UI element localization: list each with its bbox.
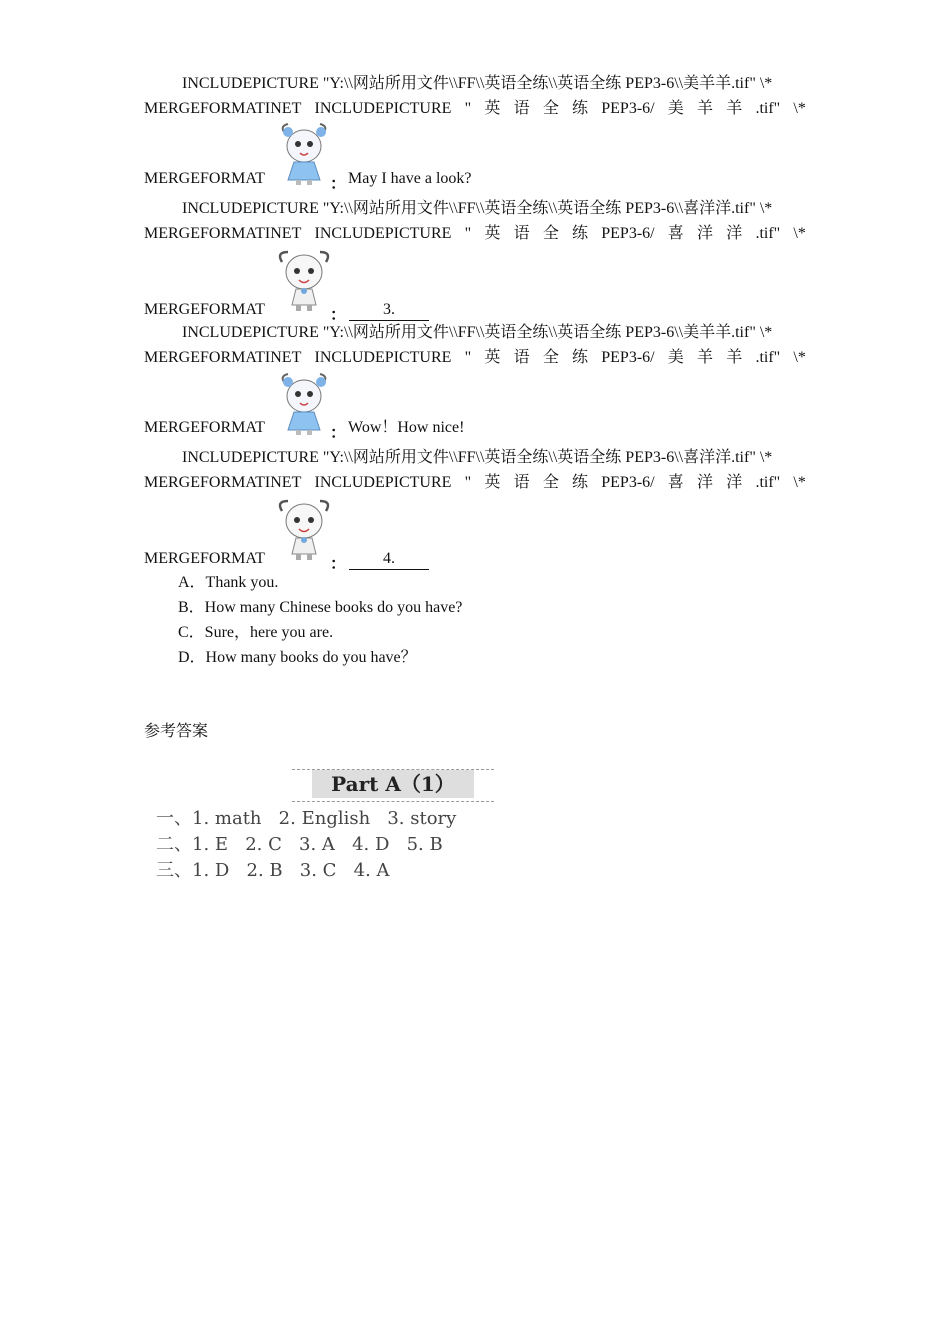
- word: INCLUDEPICTURE: [314, 474, 452, 491]
- word: 语: [513, 100, 530, 117]
- word: 全: [542, 474, 559, 491]
- section-title: Part A（1）: [312, 770, 474, 798]
- word: 英: [484, 349, 501, 366]
- word: \*: [793, 474, 806, 491]
- word: ": [464, 100, 472, 117]
- answer-row: 一、1. math 2. English 3. story: [156, 808, 457, 829]
- word: .tif": [755, 225, 781, 242]
- option-c: C．Sure，here you are.: [178, 624, 334, 641]
- word: 练: [572, 225, 589, 242]
- word: 语: [513, 225, 530, 242]
- field-code-text: INCLUDEPICTURE "Y:\\网站所用文件\\FF\\英语全练\\英语全练 PEP3-6\\喜洋洋.tif" \*: [182, 449, 773, 466]
- word: ": [464, 474, 472, 491]
- word: 洋: [697, 225, 714, 242]
- word: \*: [793, 225, 806, 242]
- field-code-text: INCLUDEPICTURE "Y:\\网站所用文件\\FF\\英语全练\\英语全练 PEP3-6\\美羊羊.tif" \*: [182, 75, 773, 92]
- answer-row: 三、1. D 2. B 3. C 4. A: [156, 860, 390, 881]
- meiyangyang-icon: [276, 372, 332, 436]
- xiyangyang-icon: [276, 248, 332, 312]
- field-code-line-justified: [144, 224, 806, 244]
- word: 羊: [697, 100, 714, 117]
- answer-key-image: [150, 766, 500, 886]
- colon: ：: [330, 556, 347, 573]
- colon: ：: [330, 176, 347, 193]
- word: 美: [667, 100, 684, 117]
- field-code-line: [182, 74, 806, 94]
- field-code-line-justified: [144, 348, 806, 368]
- word: MERGEFORMATINET: [144, 474, 302, 491]
- option-d: D．How many books do you have？: [178, 649, 417, 666]
- word: MERGEFORMATINET: [144, 225, 302, 242]
- word: PEP3-6/: [601, 474, 655, 491]
- answer-row: 二、1. E 2. C 3. A 4. D 5. B: [156, 834, 443, 855]
- word: 练: [572, 474, 589, 491]
- dialogue-text: May I have a look?: [348, 170, 472, 187]
- field-code-line: [182, 448, 806, 468]
- mergeformat-label: MERGEFORMAT: [144, 170, 265, 187]
- word: 英: [484, 474, 501, 491]
- word: ": [464, 349, 472, 366]
- field-code-line-justified: [144, 99, 806, 119]
- mergeformat-label: MERGEFORMAT: [144, 301, 265, 318]
- dialogue-text: Wow！How nice!: [348, 419, 465, 436]
- word: 全: [542, 349, 559, 366]
- word: \*: [793, 349, 806, 366]
- word: 英: [484, 225, 501, 242]
- word: INCLUDEPICTURE: [314, 349, 452, 366]
- word: MERGEFORMATINET: [144, 349, 302, 366]
- word: MERGEFORMATINET: [144, 100, 302, 117]
- word: 羊: [726, 349, 743, 366]
- word: 羊: [697, 349, 714, 366]
- colon: ：: [330, 425, 347, 442]
- meiyangyang-icon: [276, 122, 332, 186]
- option-a: A．Thank you.: [178, 574, 279, 591]
- word: 英: [484, 100, 501, 117]
- word: 洋: [726, 474, 743, 491]
- answer-blank: 4.: [349, 549, 429, 570]
- word: 语: [513, 474, 530, 491]
- word: 全: [542, 225, 559, 242]
- option-b: B．How many Chinese books do you have?: [178, 599, 463, 616]
- dashed-divider: [292, 801, 494, 802]
- word: PEP3-6/: [601, 349, 655, 366]
- word: 羊: [726, 100, 743, 117]
- word: 全: [542, 100, 559, 117]
- word: 语: [513, 349, 530, 366]
- word: ": [464, 225, 472, 242]
- word: INCLUDEPICTURE: [314, 100, 452, 117]
- colon: ：: [330, 307, 347, 324]
- word: 练: [572, 349, 589, 366]
- word: \*: [793, 100, 806, 117]
- field-code-text: INCLUDEPICTURE "Y:\\网站所用文件\\FF\\英语全练\\英语全练 PEP3-6\\美羊羊.tif" \*: [182, 324, 773, 341]
- word: 练: [572, 100, 589, 117]
- field-code-text: INCLUDEPICTURE "Y:\\网站所用文件\\FF\\英语全练\\英语全练 PEP3-6\\喜洋洋.tif" \*: [182, 200, 773, 217]
- answer-blank: 3.: [349, 300, 429, 321]
- field-code-line: [182, 323, 806, 343]
- field-code-line-justified: [144, 473, 806, 493]
- word: 美: [667, 349, 684, 366]
- word: 洋: [697, 474, 714, 491]
- word: PEP3-6/: [601, 100, 655, 117]
- word: .tif": [755, 100, 781, 117]
- field-code-line: [182, 199, 806, 219]
- word: PEP3-6/: [601, 225, 655, 242]
- word: 喜: [667, 474, 684, 491]
- word: .tif": [755, 349, 781, 366]
- mergeformat-label: MERGEFORMAT: [144, 550, 265, 567]
- word: 洋: [726, 225, 743, 242]
- xiyangyang-icon: [276, 497, 332, 561]
- word: INCLUDEPICTURE: [314, 225, 452, 242]
- mergeformat-label: MERGEFORMAT: [144, 419, 265, 436]
- word: 喜: [667, 225, 684, 242]
- word: .tif": [755, 474, 781, 491]
- answers-heading: 参考答案: [144, 723, 209, 740]
